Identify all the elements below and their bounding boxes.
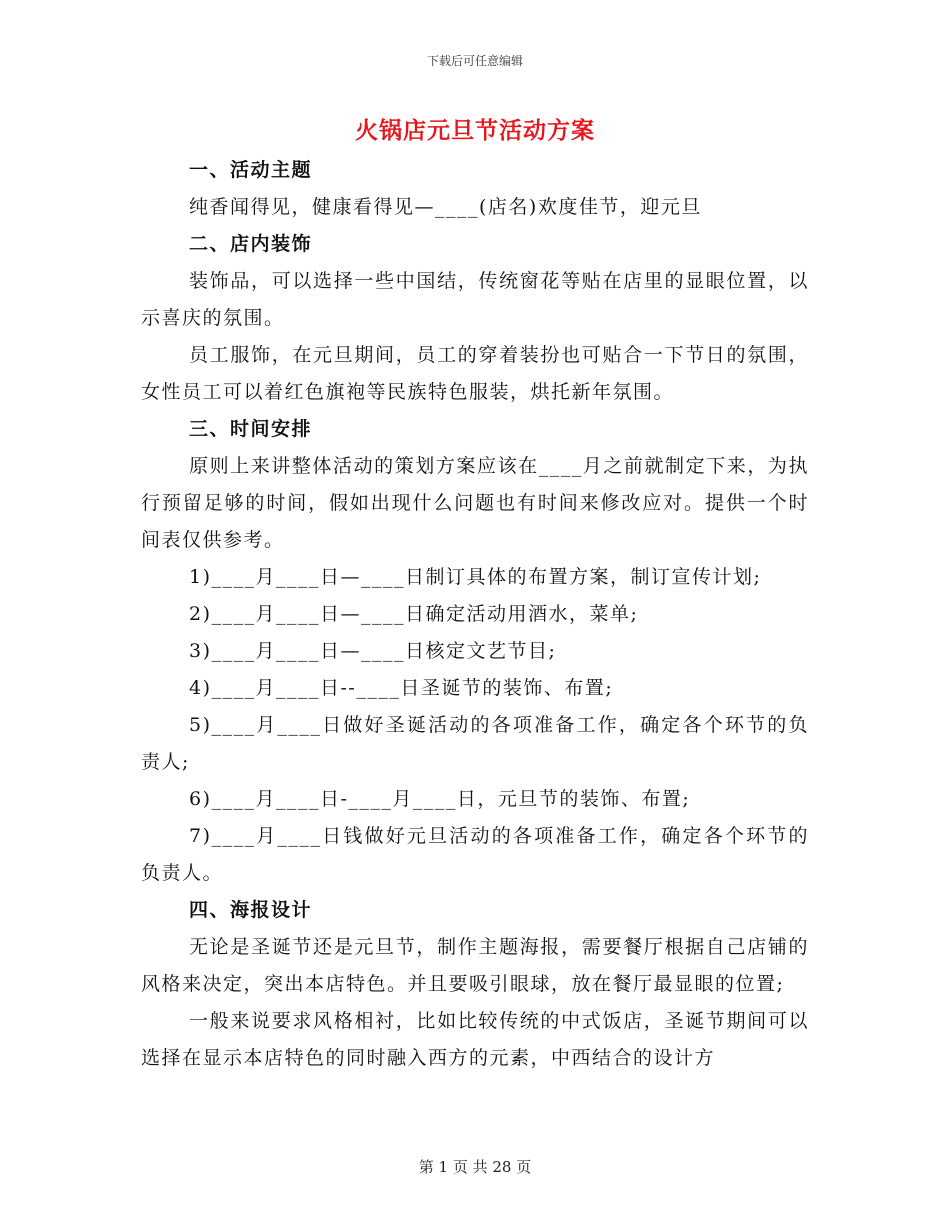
paragraph: 原则上来讲整体活动的策划方案应该在____月之前就制定下来，为执行预留足够的时间，假如出现什么问题也有时间来修改应对。提供一个时间表仅供参考。 bbox=[141, 455, 809, 551]
paragraph: 装饰品，可以选择一些中国结，传统窗花等贴在店里的显眼位置，以示喜庆的氛围。 bbox=[141, 270, 809, 329]
section-heading-theme: 一、活动主题 bbox=[189, 159, 313, 181]
schedule-item: 4)____月____日--____日圣诞节的装饰、布置; bbox=[189, 677, 614, 699]
schedule-item: 7)____月____日钱做好元旦活动的各项准备工作，确定各个环节的负责人。 bbox=[141, 825, 809, 884]
paragraph: 无论是圣诞节还是元旦节，制作主题海报，需要餐厅根据自己店铺的风格来决定，突出本店特色。并且要吸引眼球，放在餐厅最显眼的位置; bbox=[141, 936, 809, 995]
document-body bbox=[141, 152, 809, 1077]
schedule-item: 1)____月____日—____日制订具体的布置方案，制订宣传计划; bbox=[189, 566, 762, 588]
schedule-item: 5)____月____日做好圣诞活动的各项准备工作，确定各个环节的负责人; bbox=[141, 714, 809, 773]
schedule-item: 6)____月____日-____月____日，元旦节的装饰、布置; bbox=[189, 788, 691, 810]
page-number: 第 1 页 共 28 页 bbox=[418, 1158, 532, 1176]
section-heading-poster: 四、海报设计 bbox=[189, 899, 313, 921]
document-title: 火锅店元旦节活动方案 bbox=[355, 117, 595, 144]
paragraph: 纯香闻得见，健康看得见—____(店名)欢度佳节，迎元旦 bbox=[189, 196, 702, 218]
schedule-item: 2)____月____日—____日确定活动用酒水，菜单; bbox=[189, 603, 639, 625]
section-heading-schedule: 三、时间安排 bbox=[189, 418, 313, 440]
paragraph: 一般来说要求风格相衬，比如比较传统的中式饭店，圣诞节期间可以选择在显示本店特色的同时融入西方的元素，中西结合的设计方 bbox=[141, 1010, 809, 1069]
section-heading-decoration: 二、店内装饰 bbox=[189, 233, 313, 255]
paragraph: 员工服饰，在元旦期间，员工的穿着装扮也可贴合一下节日的氛围，女性员工可以着红色旗袍等民族特色服装，烘托新年氛围。 bbox=[141, 344, 809, 403]
schedule-item: 3)____月____日—____日核定文艺节目; bbox=[189, 640, 557, 662]
header-note: 下载后可任意编辑 bbox=[426, 54, 523, 68]
